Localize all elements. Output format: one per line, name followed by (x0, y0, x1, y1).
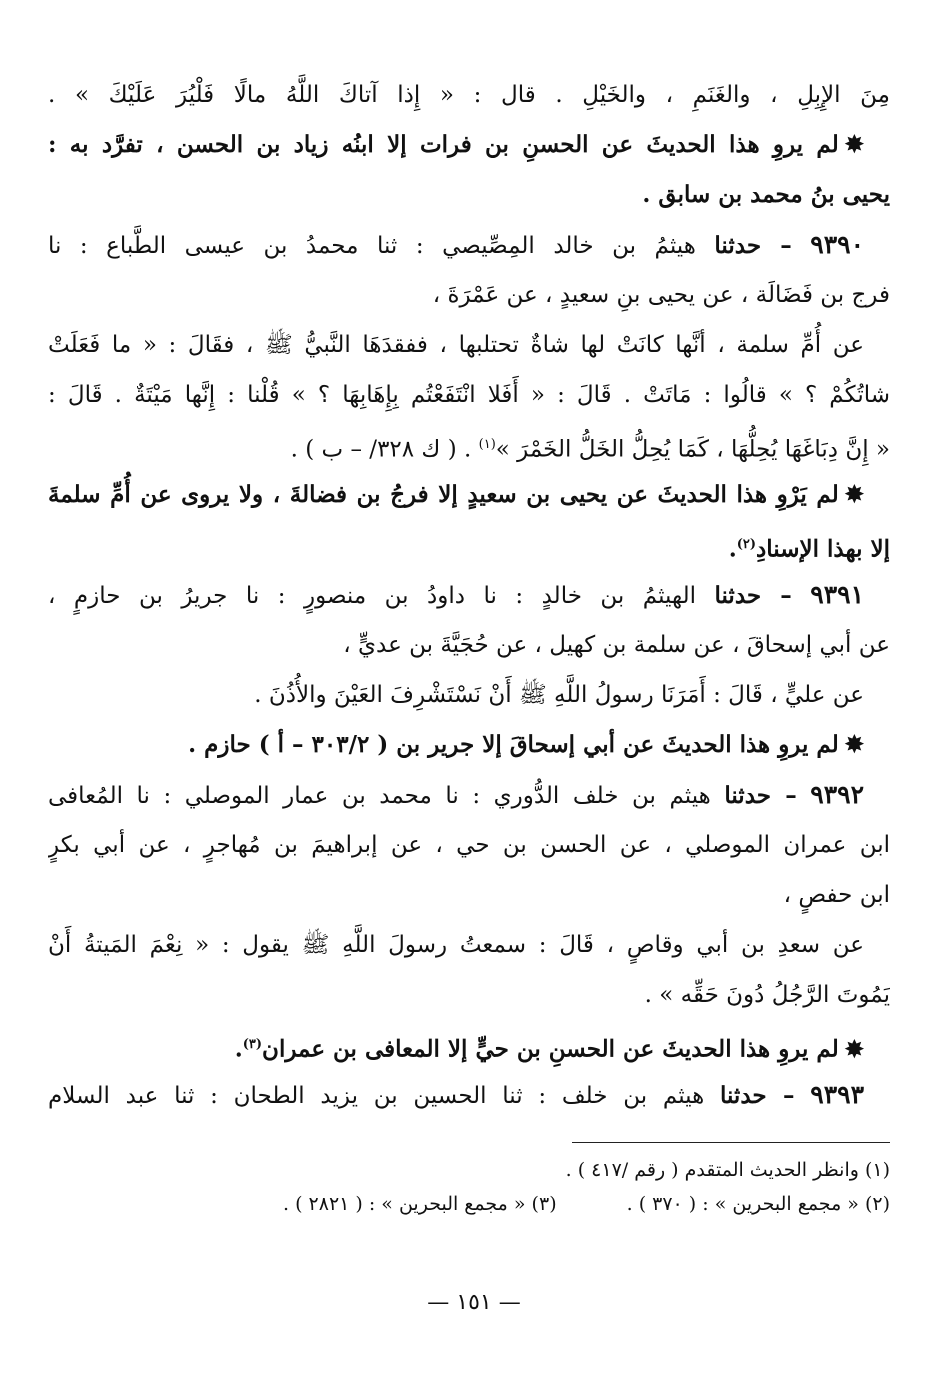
star-icon: ✸ (844, 131, 864, 158)
line-text: هيثم بن خلف الدُّوري : نا محمد بن عمار الموصلي : نا المُعافى (48, 783, 711, 809)
hadith-heading-line (48, 1070, 890, 1120)
line-text: لم يَرْوِ هذا الحديثَ عن يحيى بن سعيدٍ إلا فرجُ بن فضالةَ ، ولا يروى عن أُمِّ سلمةَ (48, 481, 839, 508)
text-line (48, 920, 890, 970)
line-text: هيثم بن خلف : ثنا الحسين بن يزيد الطحان : ثنا عبد السلام (48, 1083, 705, 1109)
footnote-ref: (٢) (736, 537, 757, 552)
line-text: عن عليٍّ ، قَالَ : أَمَرَنَا رسولُ اللَّهِ ﷺ أَنْ نَسْتَشْرِفَ العَيْنَ والأُذُنَ . (254, 682, 864, 708)
line-tail: . (234, 1035, 243, 1063)
text-line (48, 70, 890, 120)
hadith-number: ٩٣٩٢ (810, 780, 865, 809)
line-text: شاتُكُمْ ؟ » قالُوا : مَاتَتْ . قَالَ : « أَفَلا انْتَفَعْتُم بِإِهَابِهَا ؟ » قُلْنا : إِنَّها مَيْتَةٌ . قَالَ : (48, 382, 890, 408)
line-text: « إِنَّ دِبَاغَهَا يُحِلُّهَا ، كَمَا يُحِلُّ الخَلُّ الخَمْرَ » (495, 436, 890, 463)
line-tail: . (728, 535, 737, 563)
text-line (48, 320, 890, 370)
haddathana-label: – حدثنا (714, 232, 792, 259)
star-icon: ✸ (844, 1035, 864, 1063)
footnote-divider (572, 1142, 890, 1143)
hadith-heading-line (48, 570, 890, 620)
line-text: فرج بن فَضَالَة ، عن يحيى بنِ سعيدٍ ، عن عَمْرَةَ ، (432, 282, 890, 308)
text-line (48, 670, 890, 720)
text-line (48, 970, 890, 1020)
hadith-heading-line (48, 770, 890, 820)
line-text: هيثمُ بن خالد المِصِّيصي : ثنا محمدُ بن عيسى الطَّباع : نا (48, 233, 696, 259)
line-text: عن أبي إسحاقَ ، عن سلمة بن كهيل ، عن حُجَيَّةَ بن عديٍّ ، (343, 632, 890, 658)
text-line (48, 620, 890, 670)
line-text: لم يروِ هذا الحديثَ عن الحسنِ بن حيٍّ إلا المعافى بن عمران (262, 1035, 839, 1063)
footnote-row (48, 1187, 890, 1221)
footnote-3: (٣) « مجمع البحرين » : ( ٢٨٢١ ) . (283, 1193, 557, 1215)
hadith-heading-line (48, 220, 890, 270)
page-number: — ١٥١ — (427, 1290, 521, 1315)
line-text: لم يروِ هذا الحديثَ عن أبي إسحاقَ إلا جرير بن ( ٣٠٣/٢ – أ ) حازم . (188, 731, 839, 758)
line-text: الهيثمُ بن خالدٍ : نا داودُ بن منصورٍ : نا جريرُ بن حازمٍ ، (48, 583, 696, 609)
text-line (48, 420, 890, 470)
footnote-2: (٢) « مجمع البحرين » : ( ٣٧٠ ) . (626, 1193, 890, 1215)
line-text: ابن عمران الموصلي ، عن الحسن بن حي ، عن إبراهيمَ بن مُهاجرٍ ، عن أبي بكرٍ (48, 832, 890, 858)
text-line (48, 870, 890, 920)
footnote-ref: (٣) (242, 1037, 263, 1052)
haddathana-label: – حدثنا (714, 582, 792, 609)
line-tail: . ( ك ٣٢٨/ – ب ) . (290, 436, 472, 463)
hadith-number: ٩٣٩٣ (810, 1080, 865, 1109)
commentary-line (48, 720, 890, 770)
commentary-line (48, 170, 890, 220)
footnote-1: (١) وانظر الحديث المتقدم ( رقم /٤١٧ ) . (565, 1159, 890, 1181)
text-line (48, 270, 890, 320)
line-text: يَمُوتَ الرَّجُلُ دُونَ حَقِّه » . (644, 982, 890, 1008)
text-line (48, 820, 890, 870)
hadith-number: ٩٣٩١ (810, 580, 864, 609)
line-text: مِنَ الإِبِلِ ، والغَنَمِ ، والخَيْلِ . قال : « إِذا آتاكَ اللَّهُ مالًا فَلْيُرَ عَلَيْكَ » . (48, 82, 890, 108)
footnote-ref: (١) (478, 437, 496, 452)
commentary-line (48, 520, 890, 570)
line-text: إلا بهذا الإسنادِ (756, 535, 890, 563)
star-icon: ✸ (844, 481, 864, 508)
haddathana-label: – حدثنا (724, 782, 797, 809)
commentary-line (48, 120, 890, 170)
haddathana-label: – حدثنا (719, 1082, 795, 1109)
star-icon: ✸ (844, 731, 864, 758)
line-text: ابن حفصٍ ، (783, 882, 890, 908)
text-line (48, 370, 890, 420)
line-text: يحيى بنُ محمد بن سابق . (642, 181, 890, 208)
hadith-number: ٩٣٩٠ (810, 230, 864, 259)
line-text: عن أُمِّ سلمة ، أنَّها كانَتْ لها شاةٌ تحتلبها ، ففقدَهَا النَّبيُّ ﷺ ، فقَالَ : « ما فَعَلَتْ (48, 332, 864, 358)
commentary-line (48, 470, 890, 520)
commentary-line (48, 1020, 890, 1070)
line-text: عن سعدِ بن أبي وقاصٍ ، قَالَ : سمعتُ رسولَ اللَّهِ ﷺ يقول : « نِعْمَ المَيتةُ أَنْ (48, 932, 864, 958)
line-text: لم يروِ هذا الحديثَ عن الحسنِ بن فرات إلا ابنُه زياد بن الحسن ، تفرَّد به : (48, 131, 839, 158)
